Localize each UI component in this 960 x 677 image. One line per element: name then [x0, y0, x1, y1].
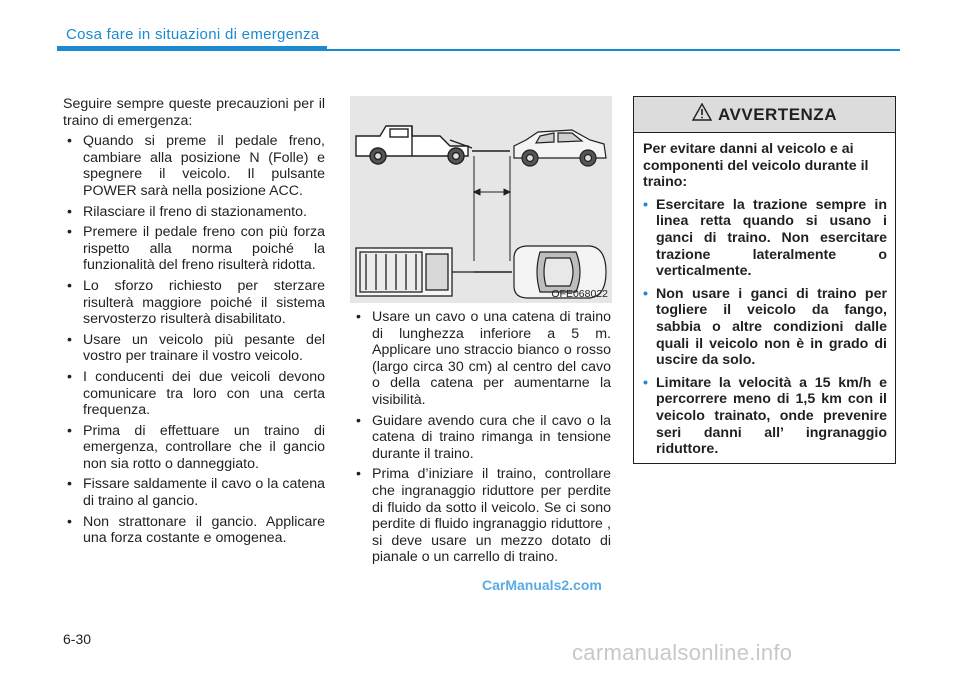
left-column	[63, 96, 325, 551]
list-item: • Rilasciare il freno di stazionamento.	[63, 204, 325, 221]
intro-text: Seguire sempre queste precauzioni per il traino di emergenza:	[63, 96, 325, 129]
footer-watermark: carmanualsonline.info	[572, 640, 793, 665]
list-item: • Premere il pedale freno con più forza rispetto alla norma poiché la funzionalità del freno risulterà ridotta.	[63, 224, 325, 274]
figure-code: OFE068022	[551, 288, 608, 300]
list-item: • Prima di effettuare un traino di emergenza, controllare che il gancio non sia rotto o danneggiato.	[63, 423, 325, 473]
list-item: • Non usare i ganci di traino per togliere il veicolo da fango, sabbia o altre condizioni dalle quali il veicolo non è in grado di uscire da solo.	[643, 286, 887, 369]
towing-illustration	[350, 96, 612, 303]
warning-title: AVVERTENZA	[718, 104, 837, 124]
list-item: • Prima d’iniziare il traino, controllare che ingranaggio riduttore per perdite di fluido da sotto il veicolo. Se ci sono perdite di fluido ingranaggio riduttore , si deve usare un mezzo dotato di pianale o un carrello di traino.	[352, 466, 611, 566]
warning-header	[634, 97, 895, 133]
list-item: • Fissare saldamente il cavo o la catena di traino al gancio.	[63, 476, 325, 509]
list-item: • Quando si preme il pedale freno, cambiare alla posizione N (Folle) e spegnere il veicolo. Il pulsante POWER sarà nella posizione ACC.	[63, 133, 325, 199]
warning-body	[634, 133, 895, 458]
watermark-carmanuals2: CarManuals2.com	[482, 577, 602, 593]
header-title: Cosa fare in situazioni di emergenza	[66, 26, 320, 43]
precautions-list	[63, 133, 325, 547]
warning-intro: Per evitare danni al veicolo e ai componenti del veicolo durante il traino:	[643, 141, 869, 191]
towing-instructions-list	[352, 309, 611, 566]
warning-list	[643, 197, 887, 458]
page-number: 6-30	[63, 631, 92, 647]
tow-truck-side	[356, 126, 472, 164]
list-item: • I conducenti dei due veicoli devono comunicare tra loro con una certa frequenza.	[63, 369, 325, 419]
list-item: • Guidare avendo cura che il cavo o la catena di traino rimanga in tensione durante il traino.	[352, 413, 611, 463]
header-line	[327, 49, 900, 51]
list-item: • Non strattonare il gancio. Applicare una forza costante e omogenea.	[63, 514, 325, 547]
middle-column	[352, 309, 611, 570]
towed-car-side	[514, 130, 606, 166]
list-item: • Usare un cavo o una catena di traino di lunghezza inferiore a 5 m. Applicare uno straccio bianco o rosso (largo circa 30 cm) al centro del cavo o della catena per aumentarne la visibilità.	[352, 309, 611, 409]
towing-diagram-image	[350, 96, 612, 303]
warning-box	[633, 96, 896, 464]
header-bar	[57, 46, 327, 51]
list-item: • Usare un veicolo più pesante del vostro per trainare il vostro veicolo.	[63, 332, 325, 365]
warning-triangle-icon	[692, 103, 712, 126]
tow-truck-top	[356, 248, 474, 296]
list-item: • Esercitare la trazione sempre in linea retta quando si usano i ganci di traino. Non esercitare trazione lateralmente o verticalmente.	[643, 197, 887, 280]
list-item: • Lo sforzo richiesto per sterzare risulterà maggiore poiché il sistema servosterzo risulterà disabilitato.	[63, 278, 325, 328]
list-item: • Limitare la velocità a 15 km/h e percorrere meno di 1,5 km con il veicolo trainato, onde prevenire seri danni all’ ingranaggio riduttore.	[643, 375, 887, 458]
